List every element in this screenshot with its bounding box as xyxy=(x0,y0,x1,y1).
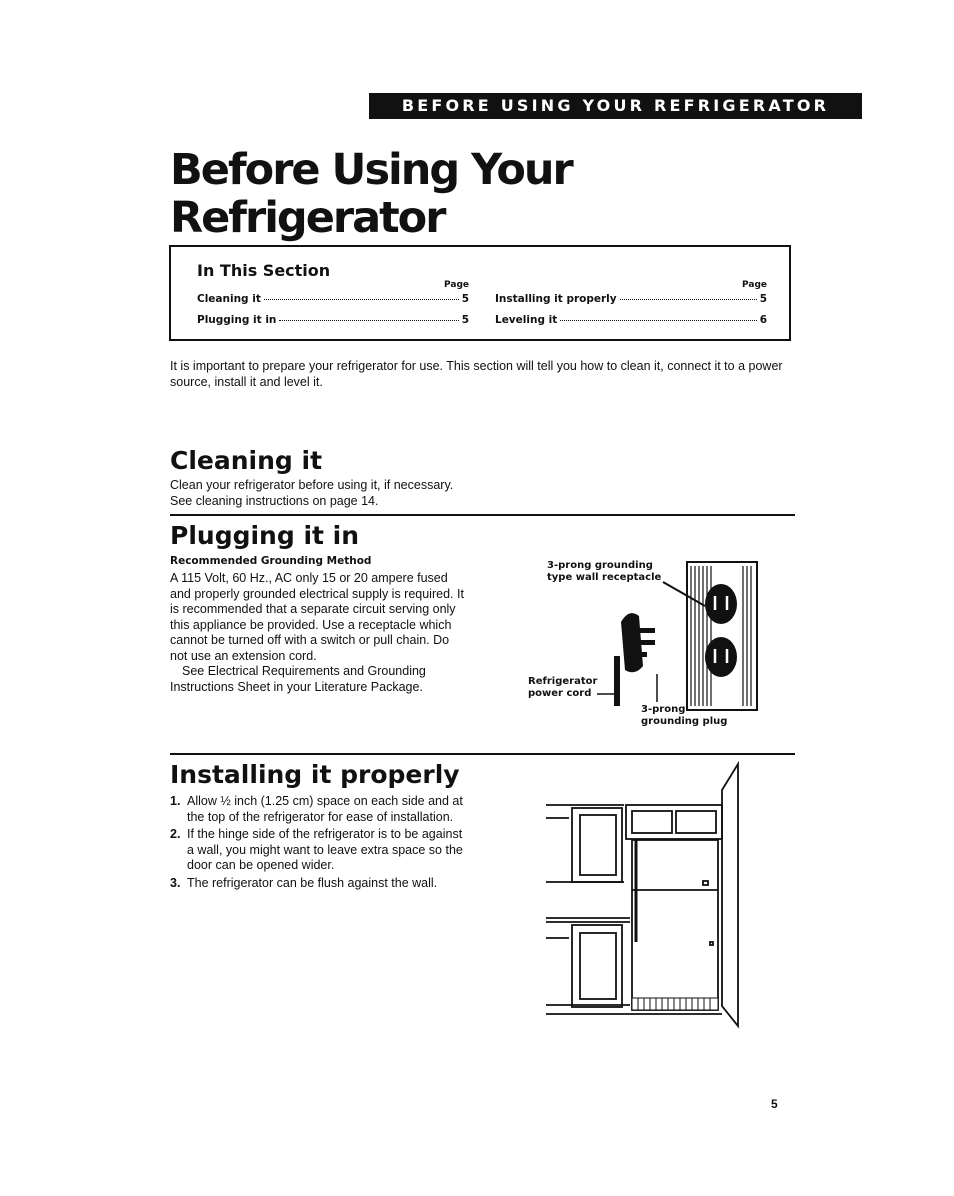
lower-cabinet-panel xyxy=(580,933,616,999)
receptacle-label-line1: 3-prong grounding xyxy=(547,560,653,571)
toc-entry-page: 5 xyxy=(461,314,469,326)
list-item xyxy=(170,827,470,874)
freezer-handle xyxy=(703,881,708,885)
plug-ground-prong xyxy=(635,652,647,657)
toc-column-right xyxy=(495,280,767,335)
page-title-line2: Refrigerator xyxy=(170,193,445,243)
plug-label-line2: grounding plug xyxy=(641,716,728,727)
installing-steps xyxy=(170,794,470,891)
cleaning-heading: Cleaning it xyxy=(170,446,323,475)
step-number: 2. xyxy=(170,827,181,841)
page-number: 5 xyxy=(771,1097,778,1111)
list-item xyxy=(170,876,470,892)
base-grille xyxy=(632,998,718,1010)
section-divider xyxy=(170,753,795,755)
step-number: 3. xyxy=(170,875,181,890)
step-text: Allow ½ inch (1.25 cm) space on each side and at the top of the refrigerator for ease of installation. xyxy=(187,794,463,824)
outlet-upper xyxy=(705,584,737,624)
toc-entry-label: Cleaning it xyxy=(197,293,261,305)
toc-entry[interactable] xyxy=(495,314,767,335)
upper-cabinet-panel xyxy=(580,815,616,875)
toc-entry[interactable] xyxy=(197,293,469,314)
power-cord-label-line2: power cord xyxy=(528,688,592,699)
toc-entry-page: 5 xyxy=(759,293,767,305)
installing-heading: Installing it properly xyxy=(170,760,460,789)
step-text: The refrigerator can be flush against the wall. xyxy=(187,875,438,890)
receptacle-label-line2: type wall receptacle xyxy=(547,572,662,583)
plug-prong xyxy=(639,640,655,645)
toc-column-left xyxy=(197,280,469,335)
cleaning-section xyxy=(170,446,460,509)
power-cord-label-line1: Refrigerator xyxy=(528,676,598,687)
step-number: 1. xyxy=(170,794,181,808)
over-fridge-door-right xyxy=(676,811,716,833)
plugging-section xyxy=(170,521,466,695)
plug-illustration xyxy=(525,556,765,736)
intro-paragraph: It is important to prepare your refrigerator for use. This section will tell you how to clean it, connect it to a power source, install it and level it. xyxy=(170,359,783,389)
plug-prong xyxy=(639,628,655,633)
toc-entry[interactable] xyxy=(197,314,469,335)
page-title-line1: Before Using Your xyxy=(170,145,572,195)
toc-entry-page: 6 xyxy=(759,314,767,326)
section-banner: BEFORE USING YOUR REFRIGERATOR xyxy=(369,93,862,119)
cleaning-text: Clean your refrigerator before using it, if necessary. See cleaning instructions on page 14. xyxy=(170,478,454,508)
fridge-handle xyxy=(710,942,713,945)
refrigerator xyxy=(632,840,718,1010)
over-fridge-door-left xyxy=(632,811,672,833)
toc-entry-page: 5 xyxy=(461,293,469,305)
over-fridge-cabinet xyxy=(626,805,722,839)
grounding-paragraph: A 115 Volt, 60 Hz., AC only 15 or 20 ampere fused and properly grounded electrical supply is required. It is recommended that a separate circuit serving only this appliance be provided. Use a receptacle which cannot be turned off with a switch or pull chain. Do not use an extension cord. xyxy=(170,571,464,663)
toc-entry-label: Leveling it xyxy=(495,314,558,326)
step-text: If the hinge side of the refrigerator is to be against a wall, you might want to leave extra space so the door can be opened wider. xyxy=(187,827,463,872)
section-divider xyxy=(170,514,795,516)
grounding-subheading: Recommended Grounding Method xyxy=(170,555,372,567)
grounding-note: See Electrical Requirements and Grounding Instructions Sheet in your Literature Package. xyxy=(170,664,426,694)
toc-leader xyxy=(264,299,459,300)
toc-leader xyxy=(279,320,458,321)
toc-entry-label: Installing it properly xyxy=(495,293,617,305)
plugging-heading: Plugging it in xyxy=(170,521,360,550)
toc-entry[interactable] xyxy=(495,293,767,314)
toc-heading: In This Section xyxy=(197,261,331,280)
toc-leader xyxy=(560,320,756,321)
toc-page-label: Page xyxy=(444,280,469,290)
plug-drawing xyxy=(525,556,765,736)
in-this-section-box xyxy=(169,245,791,341)
toc-entry-label: Plugging it in xyxy=(197,314,277,326)
plug-label-line1: 3-prong xyxy=(641,704,686,715)
side-wall xyxy=(722,764,738,1026)
list-item xyxy=(170,794,470,825)
outlet-lower xyxy=(705,637,737,677)
installing-section xyxy=(170,760,470,893)
toc-leader xyxy=(620,299,757,300)
toc-page-label: Page xyxy=(742,280,767,290)
page-title xyxy=(170,146,572,242)
installation-illustration xyxy=(544,760,744,1030)
